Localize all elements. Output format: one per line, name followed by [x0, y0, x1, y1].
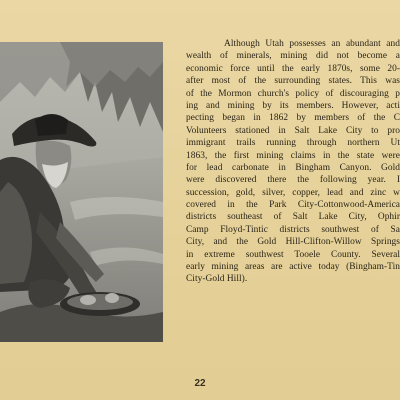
text-line: Camp Floyd-Tintic districts southwest of Sa	[186, 224, 400, 235]
text-line: immigrant trails running through northern Ut	[186, 138, 400, 149]
text-line: wealth of minerals, mining did not become a	[186, 51, 400, 62]
text-line: early mining areas are active today (Bingham-Tin	[186, 262, 400, 273]
text-line: City-Gold Hill).	[186, 274, 248, 285]
page-number: 22	[194, 378, 206, 389]
text-line: ing and mining by its members. However, acti	[186, 100, 400, 111]
text-line: after most of the surrounding states. This was	[186, 76, 400, 87]
text-line: of the Mormon church's policy of discouraging p	[186, 88, 400, 99]
text-line: pecting began in 1862 by members of the C	[186, 113, 400, 124]
text-line: City, and the Gold Hill-Clifton-Willow Springs	[186, 237, 400, 248]
text-line: for lead carbonate in Bingham Canyon. Gold	[186, 162, 400, 173]
text-line: were discovered there the following year. I	[186, 175, 400, 186]
prospector-photo-image	[0, 42, 163, 342]
text-line: in extreme southwest Tooele County. Several	[186, 249, 400, 260]
text-line: covered in the Park City-Cottonwood-America	[186, 200, 400, 211]
text-line: Volunteers stationed in Salt Lake City to pro	[186, 125, 400, 136]
text-line: 1863, the first mining claims in the state were	[186, 150, 400, 161]
text-line: succession, gold, silver, copper, lead and zinc w	[186, 187, 400, 198]
text-line: economic force until the early 1870s, some 20-	[186, 63, 400, 74]
body-text	[186, 38, 400, 286]
prospector-photo	[0, 42, 163, 342]
text-line: Although Utah possesses an abundant and	[224, 39, 400, 49]
text-line: districts southeast of Salt Lake City, Ophir	[186, 212, 400, 223]
